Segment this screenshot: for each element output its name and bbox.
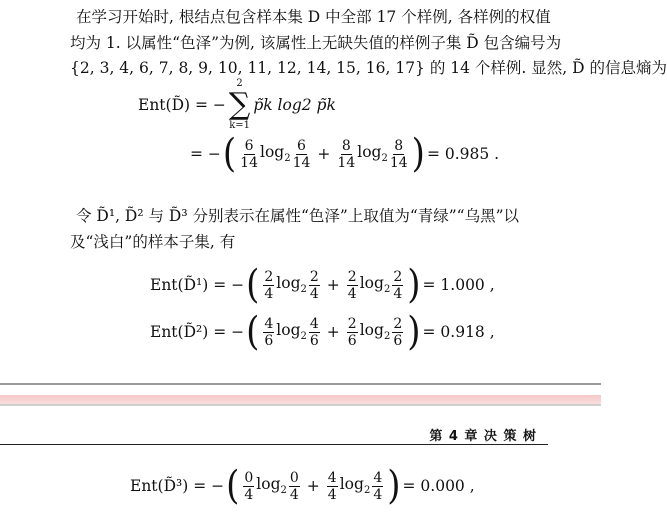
eq3-result: = 0.918 ,	[422, 323, 495, 341]
fraction: $\frac{2}{4}$	[309, 268, 319, 302]
paragraph2-line2: 及“浅白”的样本子集, 有	[70, 233, 236, 251]
eq1-line2-prefix: = −	[190, 145, 221, 163]
eq1-lhs: Ent(D̃) = −	[138, 96, 226, 114]
fraction: $\frac{6}{14}$	[292, 137, 311, 171]
fraction: $\frac{2}{4}$	[264, 268, 274, 302]
fraction: $\frac{2}{6}$	[393, 315, 403, 349]
paragraph1-line1: 在学习开始时, 根结点包含样本集 D 中全部 17 个样例, 各样例的权值	[76, 8, 551, 26]
sum-upper-limit: 2	[236, 78, 243, 89]
page-divider	[0, 404, 601, 406]
sum-symbol: 2 ∑ k=1	[228, 78, 251, 131]
chapter-header: 第 4 章 决 策 树	[429, 429, 537, 444]
eq1-result: = 0.985 .	[426, 145, 500, 163]
paragraph1-line2: 均为 1. 以属性“色泽”为例, 该属性上无缺失值的样例子集 D̃ 包含编号为	[70, 34, 562, 52]
fraction: $\frac{4}{4}$	[327, 469, 337, 503]
page-divider	[0, 383, 601, 385]
fraction: $\frac{8}{14}$	[337, 137, 356, 171]
header-rule	[0, 444, 548, 445]
paragraph2-line1: 令 D̃¹, D̃² 与 D̃³ 分别表示在属性“色泽”上取值为“青绿”“乌黑”以	[76, 207, 520, 225]
paragraph1-line3: {2, 3, 4, 6, 7, 8, 9, 10, 11, 12, 14, 15, 16, 17} 的 14 个样例. 显然, D̃ 的信息熵为	[70, 59, 667, 77]
eq4-result: = 0.000 ,	[402, 477, 475, 495]
fraction: $\frac{4}{6}$	[264, 315, 274, 349]
fraction: $\frac{8}{14}$	[389, 137, 408, 171]
eq4-lhs: Ent(D̃³) = −	[130, 477, 225, 495]
fraction: $\frac{6}{14}$	[240, 137, 258, 171]
fraction: $\frac{2}{4}$	[393, 268, 403, 302]
fraction: $\frac{2}{6}$	[347, 315, 357, 349]
fraction: $\frac{0}{4}$	[289, 469, 299, 503]
eq1-term: p̃k log2 p̃k	[253, 96, 336, 114]
eq2-lhs: Ent(D̃¹) = −	[150, 276, 245, 294]
fraction: $\frac{4}{6}$	[309, 315, 319, 349]
eq2-result: = 1.000 ,	[422, 276, 495, 294]
entropy-equation-d2: Ent(D̃²) = − ( $\frac{4}{6}$ $\log_2$ $\frac{4}{6}$ + $\frac{2}{6}$ $\log_2$ $\frac{2}{6}$ ) = 0.918 ,	[150, 309, 495, 355]
eq3-lhs: Ent(D̃²) = −	[150, 323, 245, 341]
page-gap	[0, 395, 601, 404]
sum-lower-limit: k=1	[229, 120, 250, 131]
fraction: $\frac{2}{4}$	[347, 268, 357, 302]
fraction: $\frac{0}{4}$	[244, 469, 254, 503]
entropy-equation-d3: Ent(D̃³) = − ( $\frac{0}{4}$ $\log_2$ $\frac{0}{4}$ + $\frac{4}{4}$ $\log_2$ $\frac{4}{4}$ ) = 0.000 ,	[130, 463, 475, 509]
fraction: $\frac{4}{4}$	[373, 469, 383, 503]
entropy-equation-1-expansion: = − ( $\frac{6}{14}$ $\log_2$ $\frac{6}{14}$ + $\frac{8}{14}$ $\log_2$ $\frac{8}{14}$ ) = 0.985 .	[190, 131, 500, 177]
entropy-equation-d1: Ent(D̃¹) = − ( $\frac{2}{4}$ $\log_2$ $\frac{2}{4}$ + $\frac{2}{4}$ $\log_2$ $\frac{2}{4}$ ) = 1.000 ,	[150, 262, 495, 308]
entropy-equation-1	[138, 80, 336, 130]
